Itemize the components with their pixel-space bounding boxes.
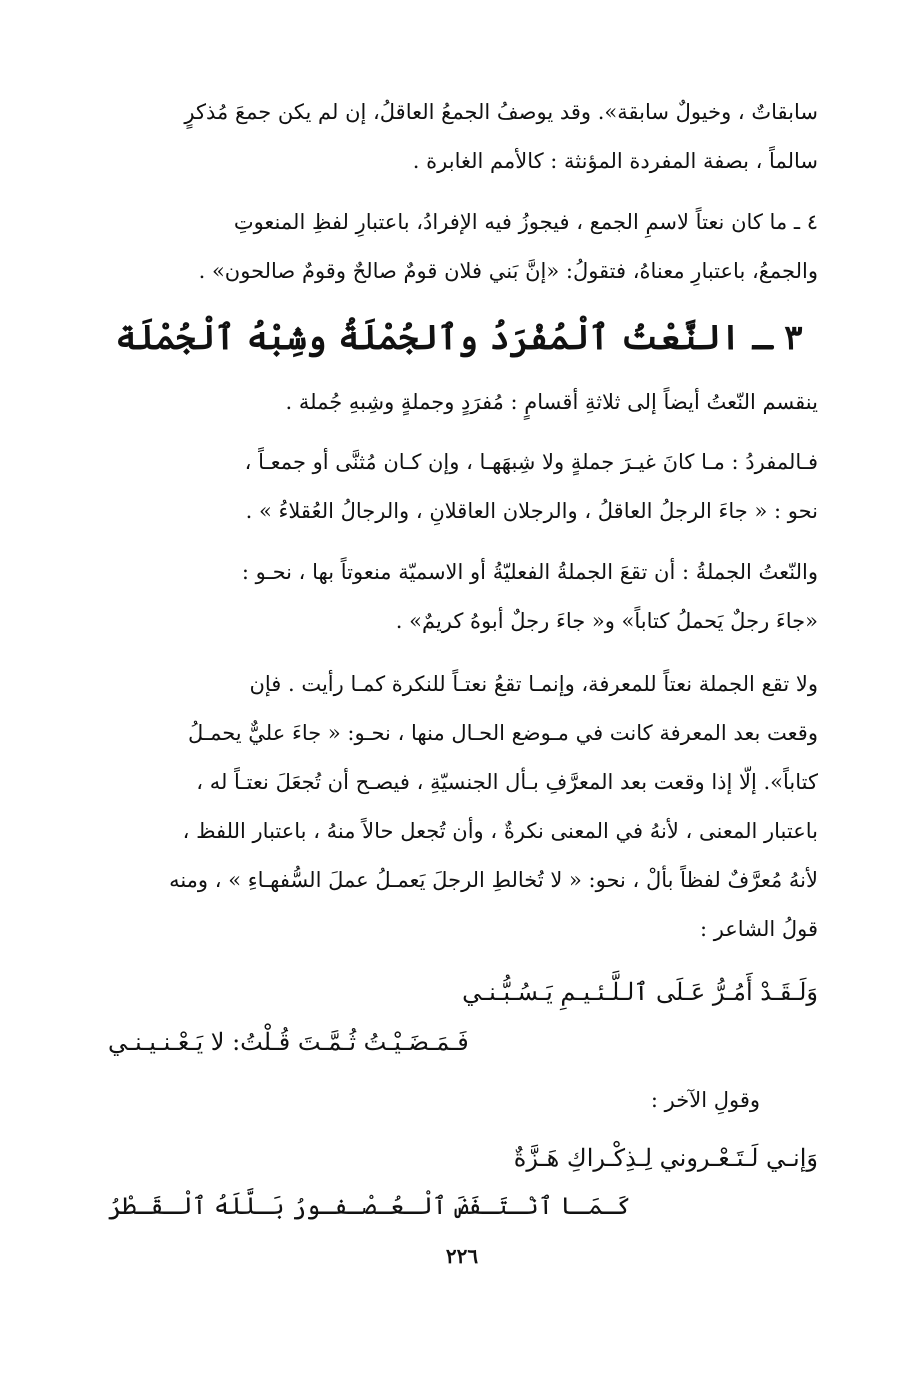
text-line: سالماً ، بصفة المفردة المؤنثة : كالأمم الغابرة . [412,149,818,173]
text-line: قولُ الشاعر : [699,917,818,941]
section-heading: ٣ ـ النَّعْتُ ٱلْمُفْرَدُ وٱلجُمْلَةُ وشِبْهُ ٱلْجُمْلَة [115,318,803,358]
text-line: «جاءَ رجلٌ يَحملُ كتاباً» و« جاءَ رجلٌ أبوهُ كريمٌ» . [395,609,818,633]
text-line: ٤ ـ ما كان نعتاً لاسمِ الجمع ، فيجوزُ فيه الإفرادُ، باعتبارِ لفظِ المنعوتِ [233,210,818,234]
verse-1-hemistich-2: فَـمَـضَـيْـتُ ثُـمَّـتَ قُـلْتُ: لا يَـعْـنـيـنـي [108,1028,469,1056]
page-number: ٢٢٦ [445,1244,479,1268]
text-line: نحو : « جاءَ الرجلُ العاقلُ ، والرجلان العاقلانِ ، والرجالُ العُقلاءُ » . [245,499,818,523]
text-line: ينقسم النّعتُ أيضاً إلى ثلاثةِ أقسامٍ : مُفرَدٍ وجملةٍ وشِبهِ جُملة . [285,390,818,414]
verse-2-hemistich-2: كَـمَـا ٱنْـتَـفَضَ ٱلْـعُـصْـفـورُ بَـلَّلَهُ ٱلْـقَـطْرُ [108,1192,631,1220]
paragraph-6 [100,660,818,954]
paragraph-4 [100,438,818,536]
text-line: والنّعتُ الجملةُ : أن تقعَ الجملةُ الفعليّةُ أو الاسميّة منعوتاً بها ، نحـو : [241,560,818,584]
text-line: والجمعُ، باعتبارِ معناهُ، فتقولُ: «إنَّ بَني فلان قومٌ صالحٌ وقومٌ صالحون» . [198,259,818,283]
verse-2-hemistich-1: وَإنـي لَـتَـعْـروني لِـذِكْـراكِ هَـزَّةٌ [513,1144,818,1172]
text-line: ولا تقع الجملة نعتاً للمعرفة، وإنمـا تقعُ نعتـاً للنكرة كمـا رأيت . فإن [249,672,818,696]
text-line: فـالمفردُ : مـا كانَ غيـرَ جملةٍ ولا شِبهَهـا ، وإن كـان مُثنَّى أو جمعـاً ، [244,450,818,474]
paragraph-1 [100,88,818,186]
text-line: كتاباً». إلّا إذا وقعت بعد المعرَّفِ بـأل الجنسيّةِ ، فيصـح أن تُجعَلَ نعتـاً له ، [196,770,818,794]
text-line: وقعت بعد المعرفة كانت في مـوضع الحـال منها ، نحـو: « جاءَ عليٌّ يحمـلُ [188,721,818,745]
text-line: سابقاتٌ ، وخيولٌ سابقة». وقد يوصفُ الجمعُ العاقلُ، إن لم يكن جمعَ مُذكرٍ [184,100,818,124]
second-poet-intro [480,1076,760,1125]
text-line: باعتبار المعنى ، لأنهُ في المعنى نكرةٌ ، وأن تُجعل حالاً منهُ ، باعتبار اللفظ ، [182,819,818,843]
text-line: لأنهُ مُعرَّفٌ لفظاً بألْ ، نحو: « لا تُخالطِ الرجلَ يَعمـلُ عملَ السُّفهـاءِ » ، ومنه [169,868,818,892]
paragraph-3 [100,378,818,427]
text-line: وقولِ الآخر : [650,1088,760,1112]
verse-1-hemistich-1: وَلَـقَـدْ أَمُـرُّ عَـلَى ٱلـلَّـئـيـمِ يَـسُـبُّـنـي [462,978,818,1006]
paragraph-5 [100,548,818,646]
paragraph-2 [100,198,818,296]
